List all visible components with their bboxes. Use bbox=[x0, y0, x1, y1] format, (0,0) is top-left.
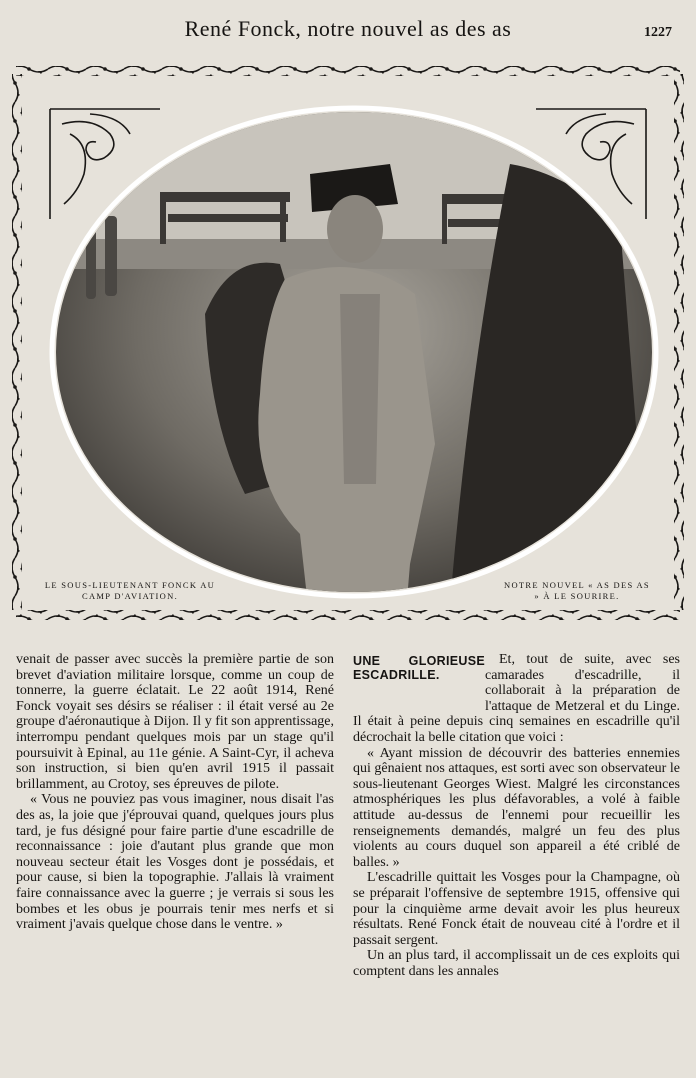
photo-caption-right: NOTRE NOUVEL « AS DES AS » À LE SOURIRE. bbox=[504, 580, 650, 601]
right-paragraph-3: L'escadrille quittait les Vosges pour la Champagne, où se préparait l'offensive de septembre 1915, offensive qui pour la cinquième arme devait avoir les plus heureux résultats. René Fonck était de nouveau cité à l'ordre et il passait sergent. bbox=[353, 870, 680, 948]
left-paragraph-2: « Vous ne pouviez pas vous imaginer, nous disait l'as des as, la joie que j'éprouvai quand, quelques jours plus tard, je fus désigné pour faire partie d'une escadrille de reconnaissance : joie d'autant plus grande que mon nouveau secteur était les Vosges dont je possédais, et pour cause, si bien la topographie. J'allais là vraiment faire connaissance avec la guerre ; je verrais si sous les bombes et les obus je pourrais tenir mes nerfs et si vraiment j'avais quelque chose dans le ventre. » bbox=[16, 792, 334, 933]
frame-ornament bbox=[10, 64, 686, 624]
page-header bbox=[0, 12, 696, 46]
right-text-column bbox=[353, 652, 680, 979]
left-text-column bbox=[16, 652, 334, 933]
page-number: 1227 bbox=[644, 25, 672, 40]
right-paragraph-4: Un an plus tard, il accomplissait un de ces exploits qui comptent dans les annales bbox=[353, 948, 680, 979]
left-paragraph-1: venait de passer avec succès la première partie de son brevet d'aviation militaire lorsque, comme un coup de tonnerre, la guerre éclatait. Le 22 août 1914, René Fonck voyait ses désirs se réaliser : il était versé au 2e groupe d'aéronautique à Dijon. Il y fit son apprentissage, interrompu pendant quelques mois par un stage qu'il poursuivit à Epinal, au 11e génie. A Saint-Cyr, il acheva son instruction, si bien qu'en avril 1915 il passait brillamment, au Crotoy, ses épreuves de pilote. bbox=[16, 652, 334, 792]
section-heading: UNE GLORIEUSE ESCADRILLE. bbox=[353, 654, 485, 682]
page-title: René Fonck, notre nouvel as des as bbox=[184, 16, 512, 41]
right-paragraph-2: « Ayant mission de découvrir des batteries ennemies qui gênaient nos attaques, est sorti avec son observateur le sous-lieutenant Georges Wiest. Malgré les circonstances atmosphériques les plus défavorables, a volé à faible attitude au-dessus de l'ennemi pour recueillir les renseignements demandés, malgré un feu des plus violents au cours duquel son appareil a été criblé de balles. » bbox=[353, 745, 680, 870]
right-paragraph-1: Et, tout de suite, avec ses camarades d'escadrille, il collaborait à la préparation de l'attaque de Metzeral et du Linge. Il était à peine depuis cinq semaines en escadrille qu'il décrochait la belle citation que voici : bbox=[353, 652, 680, 745]
ornamental-photo-frame bbox=[10, 64, 686, 624]
photo-caption-left: LE SOUS-LIEUTENANT FONCK AU CAMP D'AVIATION. bbox=[44, 580, 216, 601]
